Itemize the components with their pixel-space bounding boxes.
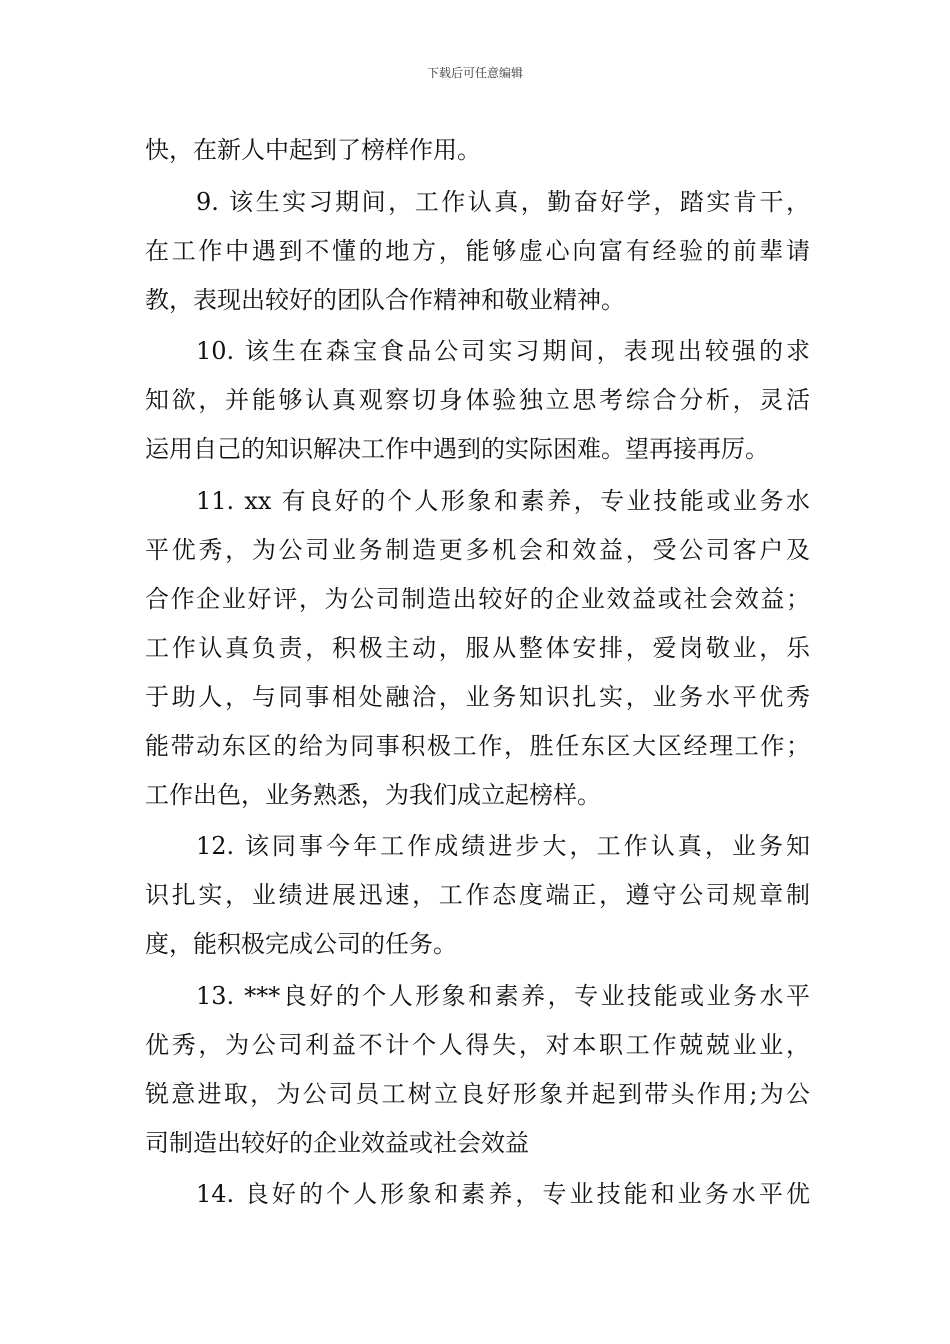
paragraph-line: 平优秀，为公司业务制造更多机会和效益，受公司客户及 [145,535,810,564]
paragraph-line: 9. 该生实习期间，工作认真，勤奋好学，踏实肯干， [196,187,810,216]
paragraph [145,126,810,175]
paragraph-line: 司制造出较好的企业效益或社会效益 [145,1128,529,1157]
paragraph-line: 能带动东区的给为同事积极工作，胜任东区大区经理工作； [145,731,810,760]
paragraph-line: 13. ***良好的个人形象和素养，专业技能或业务水平 [196,981,810,1010]
paragraph-line: 10. 该生在森宝食品公司实习期间，表现出较强的求 [196,337,810,365]
paragraph-line: 12. 该同事今年工作成绩进步大，工作认真，业务知 [196,832,810,860]
paragraph-line: 度，能积极完成公司的任务。 [145,930,457,958]
paragraph [145,1170,810,1219]
paragraph-line: 运用自己的知识解决工作中遇到的实际困难。望再接再厉。 [145,435,769,463]
page-header-note: 下载后可任意编辑 [426,66,523,80]
paragraph [145,822,810,969]
paragraph-line: 识扎实，业绩进展迅速，工作态度端正，遵守公司规章制 [145,881,810,909]
paragraph [145,178,810,325]
paragraph-line: 教，表现出较好的团队合作精神和敬业精神。 [145,285,625,314]
paragraph [145,477,810,820]
paragraph-line: 11. xx 有良好的个人形象和素养，专业技能或业务水 [196,486,810,515]
document-body [145,126,810,1222]
paragraph-line: 14. 良好的个人形象和素养，专业技能和业务水平优 [196,1180,810,1208]
paragraph-line: 快，在新人中起到了榜样作用。 [145,136,481,164]
paragraph-line: 知欲，并能够认真观察切身体验独立思考综合分析，灵活 [145,386,810,414]
paragraph-line: 于助人，与同事相处融洽，业务知识扎实，业务水平优秀 [145,682,810,711]
paragraph-line: 优秀，为公司利益不计个人得失，对本职工作兢兢业业， [145,1030,810,1059]
paragraph-line: 工作认真负责，积极主动，服从整体安排，爱岗敬业，乐 [145,633,810,662]
paragraph-line: 合作企业好评，为公司制造出较好的企业效益或社会效益； [145,584,810,613]
paragraph-line: 在工作中遇到不懂的地方，能够虚心向富有经验的前辈请 [145,236,810,265]
paragraph-line: 锐意进取，为公司员工树立良好形象并起到带头作用;为公 [145,1079,810,1108]
paragraph-line: 工作出色，业务熟悉，为我们成立起榜样。 [145,780,601,809]
paragraph [145,327,810,474]
paragraph [145,972,810,1168]
